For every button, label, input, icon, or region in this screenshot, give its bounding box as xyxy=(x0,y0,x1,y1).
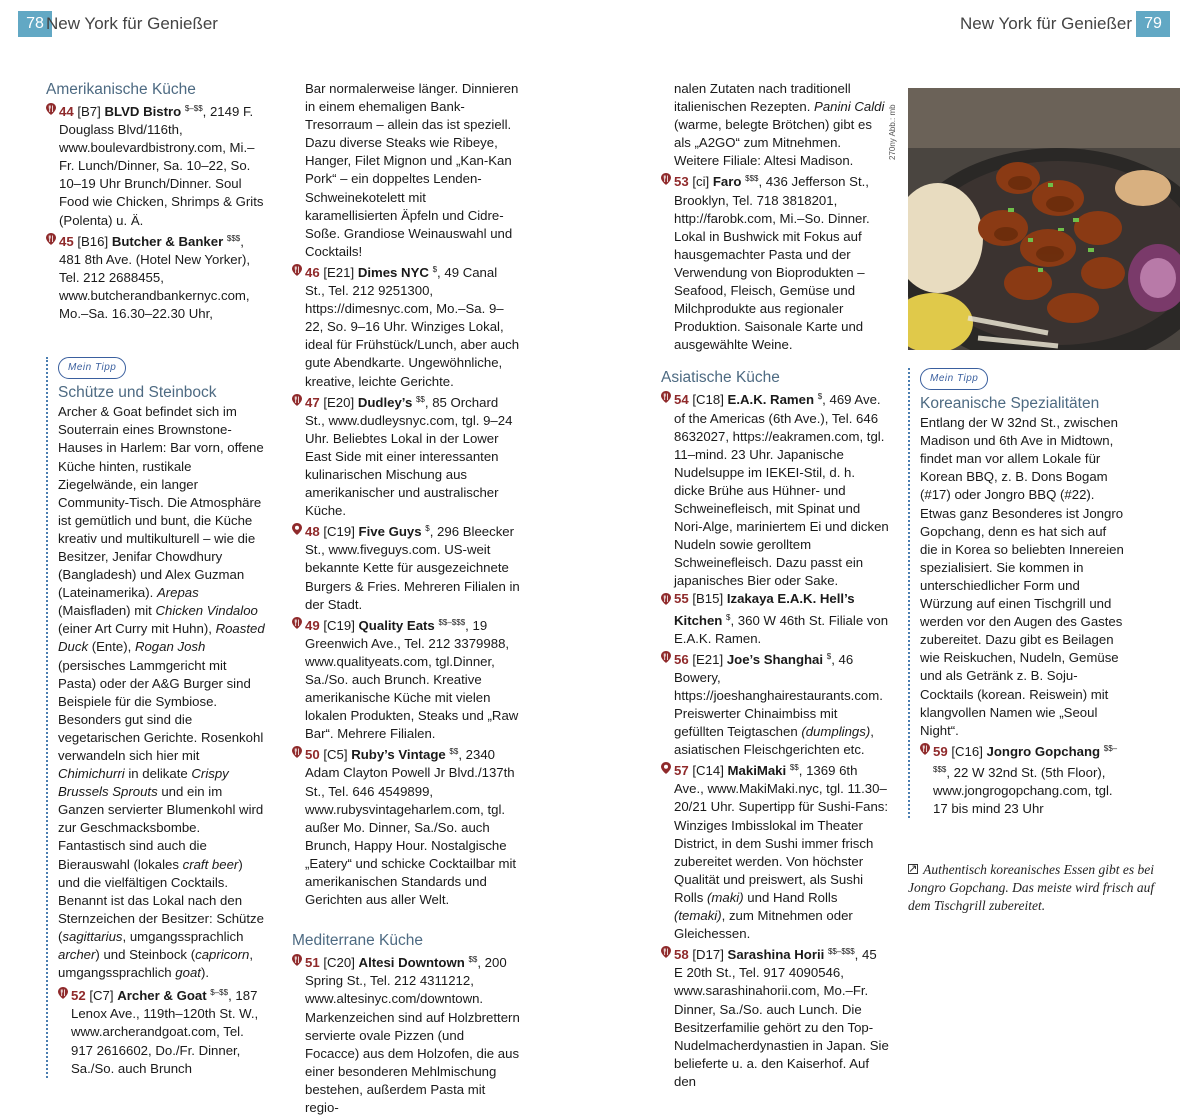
right-page-number: 79 xyxy=(1136,11,1170,37)
korean-bbq-image xyxy=(908,88,1180,350)
mein-tipp-logo: Mein Tipp xyxy=(920,368,988,390)
tip-text-korean: Entlang der W 32nd St., zwischen Madison und 6th Ave in Midtown, findet man vor allem Lokale für Korean BBQ, z. B. Dons Bogam (#17) oder Jongro BBQ (#22). Etwas ganz Besonderes ist Jongro Gopchang, denn es hat sich auf die in Korea so beliebten Innereien spezialisiert. Sie kommen in unterschiedlicher Form und Würzung auf einen Tischgrill und werden vor den Augen des Gastes zubereitet. Dazu gibt es Beilagen wie Reiskuchen, Nudeln, Gemüse und als Getränk z. B. Soju-Cocktails (korean. Reiswein) mit klangvollen Namen wie „Seoul Night“. xyxy=(920,415,1124,738)
entry-45-continued: Bar normalerweise länger. Dinnieren in einem ehemaligen Bank-Tresorraum – allein das ist speziell. Dazu diverse Steaks wie Ribeye, Hanger, Filet Mignon und „Kan-Kan Pork“ – ein doppeltes Lenden-Schweinekotelett mit karamellisierten Äpfeln und Cidre-Soße. Grandiose Weinauswahl und Cocktails! xyxy=(305,81,519,259)
food-photo xyxy=(908,88,1180,350)
entry-58: 58 [D17] Sarashina Horii $$–$$$, 45 E 20th St., Tel. 917 4090546, www.sarashinahorii.com, Mo.–Fr. Dinner, Sa./So. auch Lunch. Die Besitzerfamilie gehört zu den Top-Nudelmacherdynastien in Japan. Sie belieferte u. a. den Kaiserhof. Auf den xyxy=(661,943,889,1091)
entry-59: 59 [C16] Jongro Gopchang $$–$$$, 22 W 32nd St. (5th Floor), www.jongrogopchang.com, tgl. 17 bis mind 23 Uhr xyxy=(920,740,1124,818)
column-1 xyxy=(46,80,268,1078)
mein-tipp-box xyxy=(46,357,268,1078)
entry-52: 52 [C7] Archer & Goat $–$$, 187 Lenox Ave., 119th–120th St. W., www.archerandgoat.com, Tel. 917 2616602, Do./Fr. Dinner, Sa./So. auch Brunch xyxy=(58,984,268,1077)
mein-tipp-logo: Mein Tipp xyxy=(58,357,126,379)
column-3 xyxy=(661,80,889,1091)
caption-pointer-icon xyxy=(908,861,920,879)
section-title-american: Amerikanische Küche xyxy=(46,81,196,98)
entry-47: 47 [E20] Dudley’s $$, 85 Orchard St., www.dudleysnyc.com, tgl. 9–24 Uhr. Beliebtes Lokal in der Lower East Side mit einer interessanten kulinarischen Mischung aus amerikanischer und australischer Küche. xyxy=(292,391,520,521)
restaurant-pin-icon xyxy=(46,103,56,115)
entry-57: 57 [C14] MakiMaki $$, 1369 6th Ave., www.MakiMaki.nyc, tgl. 11.30–20/21 Uhr. Supertipp für Sushi-Fans: Winziges Imbisslokal im Theater District, in dem Sushi immer frisch zubereitet werden. Von höchster Qualität und preiswert, als Sushi Rolls (maki) und Hand Rolls (temaki), zum Mitnehmen oder Gleichessen. xyxy=(661,759,889,943)
restaurant-pin-icon xyxy=(58,987,68,999)
tip-title: Schütze und Steinbock xyxy=(58,384,217,402)
entry-49: 49 [C19] Quality Eats $$–$$$, 19 Greenwich Ave., Tel. 212 3379988, www.qualityeats.com, tgl.Dinner, Sa./So. auch Brunch. Kreative amerikanische Küche mit vielen lokalen Produkten, Steaks und „Raw Bar“. Mehrere Filialen. xyxy=(292,614,520,744)
entry-54: 54 [C18] E.A.K. Ramen $, 469 Ave. of the Americas (6th Ave.), Tel. 646 8632027, https://eakramen.com, tgl. 11–mind. 23 Uhr. Japanische Nudelsuppe im IEKEI-Stil, d. h. dicke Brühe aus Hühner- und Schweinefleisch, mit Spinat und Nori-Alge, mariniertem Ei und dicken Nudeln sowie gerolltem Schweinefleisch. Dazu passt ein japanisches Bier oder Sake. xyxy=(661,388,889,590)
restaurant-pin-icon xyxy=(292,394,302,406)
photo-credit: 270ny Abb.: mb xyxy=(888,104,897,160)
entry-45: 45 [B16] Butcher & Banker $$$, 481 8th Ave. (Hotel New Yorker), Tel. 212 2688455, www.butcherandbankernyc.com, Mo.–Sa. 16.30–22.30 Uhr, xyxy=(46,230,268,323)
tip-title-korean: Koreanische Spezialitäten xyxy=(920,395,1100,413)
restaurant-pin-icon xyxy=(46,233,56,245)
restaurant-pin-icon xyxy=(292,617,302,629)
restaurant-pin-icon xyxy=(292,746,302,758)
left-running-title: New York für Genießer xyxy=(46,14,218,33)
restaurant-pin-icon xyxy=(292,264,302,276)
entry-55: 55 [B15] Izakaya E.A.K. Hell’s Kitchen $, 360 W 46th St. Filiale von E.A.K. Ramen. xyxy=(661,590,889,647)
tip-text: Archer & Goat befindet sich im Souterrain eines Brownstone-Hauses in Harlem: Bar vorn, offene Küche hinten, rustikale Ziegelwände, ein langer Community-Tisch. Die Atmosphäre ist gemütlich und bunt, die Küche kreativ und multikulturell – wie die Besitzer, Jenifar Chowdhury (Bangladesh) und Alex Guzman (Lateinamerika). Arepas (Maisfladen) mit Chicken Vindaloo (einer Art Curry mit Huhn), Roasted Duck (Ente), Rogan Josh (persisches Lammgericht mit Pasta) oder der A&G Burger sind Beispiele für die Symbiose. Besonders gut sind die vegetarischen Gerichte. Rosenkohl verwandeln sich hier mit Chimichurri in delikate Crispy Brussels Sprouts und ein im Ganzen servierter Blumenkohl wird zur Geschmacksbombe. Fantastisch sind auch die Bierauswahl (lokales craft beer) und die vielfältigen Cocktails. Benannt ist das Lokal nach den Sternzeichen der Besitzer: Schütze (sagittarius, umgangssprachlich archer) und Steinbock (capricorn, umgangssprachlich goat). xyxy=(58,404,265,981)
entry-51: 51 [C20] Altesi Downtown $$, 200 Spring St., Tel. 212 4311212, www.altesinyc.com/downtown. Markenzeichen sind auf Holzbrettern servierte ovale Pizzen (und Focacce) aus dem Holzofen, die aus einer besonderen Mehlmischung bestehen, außerdem Pasta mit regio- xyxy=(292,951,520,1117)
column-2 xyxy=(292,80,520,1117)
burger-pin-icon xyxy=(292,523,302,535)
column-4 xyxy=(908,368,1124,818)
entry-48: 48 [C19] Five Guys $, 296 Bleecker St., www.fiveguys.com. US-weit bekannte Kette für ausgezeichnete Burgers & Fries. Mehreren Filialen in der Stadt. xyxy=(292,520,520,613)
restaurant-pin-icon xyxy=(661,593,671,605)
right-running-title: New York für Genießer xyxy=(960,14,1132,33)
entry-51-continued: nalen Zutaten nach traditionell italienischen Rezepten. Panini Caldi (warme, belegte Brötchen) gibt es als „A2GO“ zum Mitnehmen. Weitere Filiale: Altesi Madison. xyxy=(674,81,885,169)
left-page-number: 78 xyxy=(18,11,52,37)
restaurant-pin-icon xyxy=(661,391,671,403)
section-title-mediterranean: Mediterrane Küche xyxy=(292,932,423,950)
entry-50: 50 [C5] Ruby’s Vintage $$, 2340 Adam Clayton Powell Jr Blvd./137th St., Tel. 646 4549899, www.rubysvintageharlem.com, tgl. außer Mo. Dinner, Sa./So. auch Brunch, Happy Hour. Nostalgische „Eatery“ und schicke Cocktailbar mit amerikanischen Standards und Gerichten aus aller Welt. xyxy=(292,743,520,909)
entry-53: 53 [ci] Faro $$$, 436 Jefferson St., Brooklyn, Tel. 718 3818201, http://farobk.com, Mi.–So. Dinner. Lokal in Bushwick mit Fokus auf hausgemachter Pasta und der Verwendung von Bioprodukten – Seafood, Fleisch, Gemüse und Milchprodukte aus regionaler Produktion. Saisonale Karte und ausgewählte Weine. xyxy=(661,170,889,354)
burger-pin-icon xyxy=(661,762,671,774)
restaurant-pin-icon xyxy=(920,743,930,755)
entry-44: 44 [B7] BLVD Bistro $–$$, 2149 F. Douglass Blvd/116th, www.boulevardbistrony.com, Mi.–Fr. Lunch/Dinner, Sa. 10–22, So. 10–19 Uhr Brunch/Dinner. Soul Food wie Chicken, Shrimps & Grits (Polenta) u. Ä. xyxy=(46,100,268,230)
restaurant-pin-icon xyxy=(292,954,302,966)
restaurant-pin-icon xyxy=(661,173,671,185)
section-title-asian: Asiatische Küche xyxy=(661,369,780,387)
mein-tipp-box-korean xyxy=(908,368,1124,818)
entry-56: 56 [E21] Joe’s Shanghai $, 46 Bowery, https://joeshanghairestaurants.com. Preiswerter Chinaimbiss mit gefüllten Teigtaschen (dumplings), asiatischen Fleischgerichten etc. xyxy=(661,648,889,760)
restaurant-pin-icon xyxy=(661,946,671,958)
entry-46: 46 [E21] Dimes NYC $, 49 Canal St., Tel. 212 9251300, https://dimesnyc.com, Mo.–Sa. 9–22, So. 9–16 Uhr. Winziges Lokal, ideal für Frühstück/Lunch, aber auch gute Abendkarte. Ungewöhnliche, kreative, leichte Gerichte. xyxy=(292,261,520,391)
restaurant-pin-icon xyxy=(661,651,671,663)
photo-caption: Authentisch koreanisches Essen gibt es bei Jongro Gopchang. Das meiste wird frisch auf dem Tischgrill zubereitet. xyxy=(908,862,1155,913)
